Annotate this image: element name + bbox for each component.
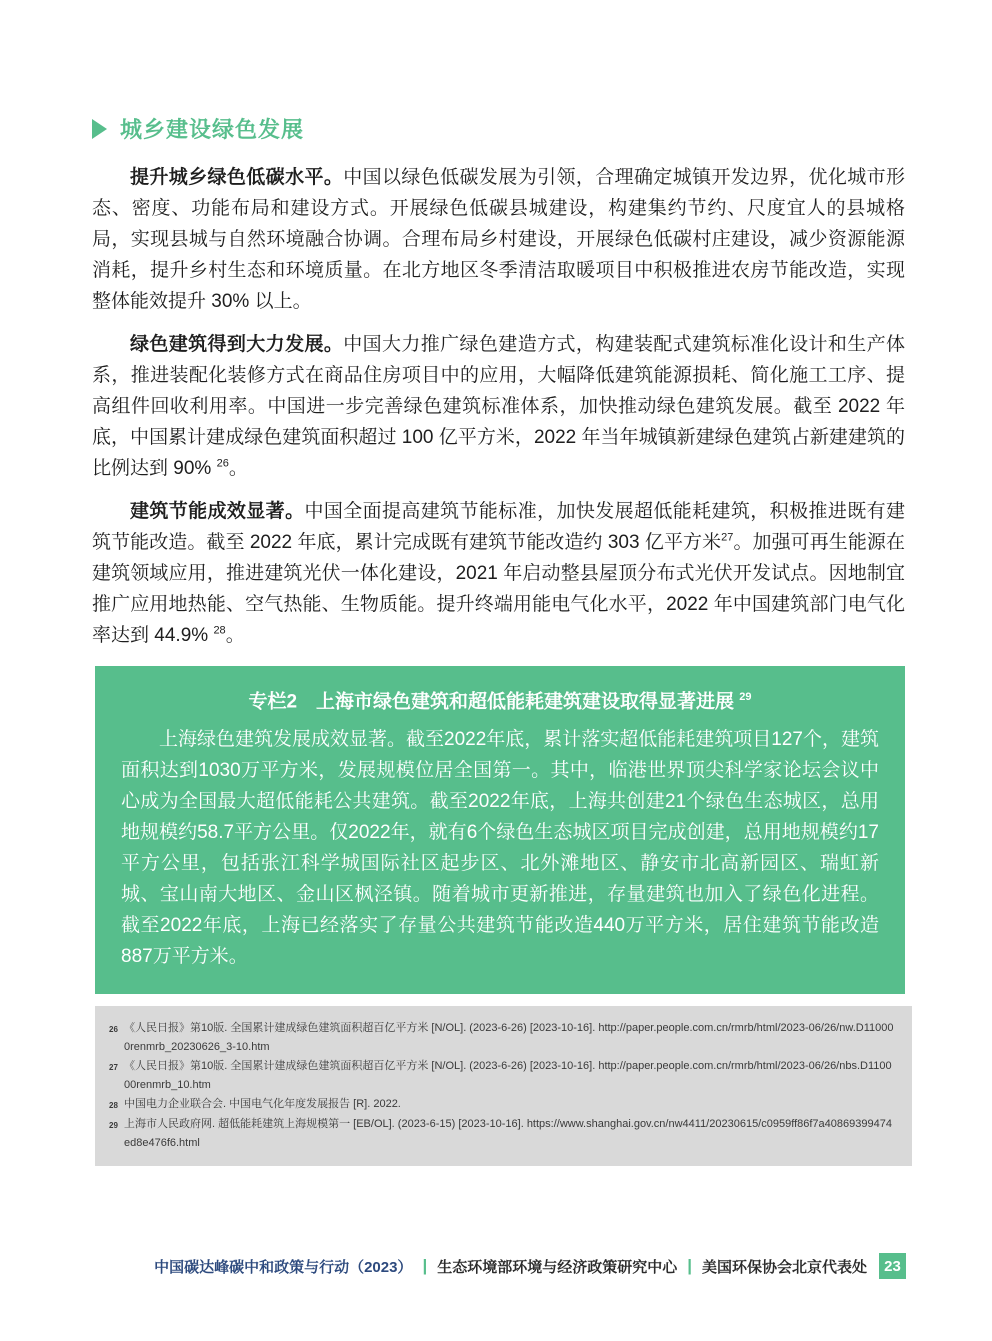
page-footer: [154, 1253, 906, 1279]
footnote-ref-29: 29: [739, 691, 752, 703]
paragraph-3-text-end: 。: [225, 625, 245, 646]
paragraph-3: [92, 496, 905, 651]
footnote-28-number: 28: [109, 1101, 118, 1111]
footnote-ref-28: 28: [213, 624, 226, 637]
footnote-28: [109, 1095, 894, 1115]
paragraph-2-text-end: 。: [228, 458, 248, 479]
triangle-bullet-icon: [92, 119, 107, 139]
footnote-26-text: 《人民日报》第10版. 全国累计建成绿色建筑面积超百亿平方米 [N/OL]. (2023-6-26) [2023-10-16]. http://paper.people.com.cn/rmrb/html/2023-06/26/nw.D110000renmrb_20230626_3-10.htm: [124, 1022, 894, 1054]
paragraph-2-text: 中国大力推广绿色建造方式，构建装配式建筑标准化设计和生产体系，推进装配化装修方式在商品住房项目中的应用，大幅降低建筑能源损耗、简化施工工序、提高组件回收利用率。中国进一步完善绿色建筑标准体系，加快推动绿色建筑发展。截至 2022 年底，中国累计建成绿色建筑面积超过 100 亿平方米，2022 年当年城镇新建绿色建筑占新建建筑的比例达到 90%: [92, 334, 905, 479]
paragraph-1-lead: 提升城乡绿色低碳水平。: [130, 167, 344, 188]
callout-title-text: 专栏2 上海市绿色建筑和超低能耗建筑建设取得显著进展: [248, 691, 740, 713]
paragraph-2-lead: 绿色建筑得到大力发展。: [130, 334, 344, 355]
paragraph-1-text: 中国以绿色低碳发展为引领，合理确定城镇开发边界，优化城市形态、密度、功能布局和建设方式。开展绿色低碳县城建设，构建集约节约、尺度宜人的县城格局，实现县城与自然环境融合协调。合理布局乡村建设，开展绿色低碳村庄建设，减少资源能源消耗，提升乡村生态和环境质量。在北方地区冬季清洁取暖项目中积极推进农房节能改造，实现整体能效提升 30% 以上。: [92, 167, 905, 312]
footnote-27-text: 《人民日报》第10版. 全国累计建成绿色建筑面积超百亿平方米 [N/OL]. (2023-6-26) [2023-10-16]. http://paper.people.com.cn/rmrb/html/2023-06/26/nbs.D110000renmrb_10.htm: [124, 1060, 892, 1092]
footnote-27-number: 27: [109, 1063, 118, 1073]
document-page: [0, 113, 992, 1341]
page-number-badge: 23: [879, 1253, 906, 1279]
callout-box-column2: [95, 666, 905, 994]
footer-separator-1: |: [422, 1256, 428, 1275]
footnote-28-text: 中国电力企业联合会. 中国电气化年度发展报告 [R]. 2022.: [124, 1098, 401, 1111]
footnote-29-number: 29: [109, 1121, 118, 1131]
section-title: 城乡建设绿色发展: [120, 117, 305, 142]
footnote-26-number: 26: [109, 1025, 118, 1035]
callout-body: 上海绿色建筑发展成效显著。截至2022年底，累计落实超低能耗建筑项目127个，建筑面积达到1030万平方米，发展规模位居全国第一。其中，临港世界顶尖科学家论坛会议中心成为全国最大超低能耗公共建筑。截至2022年底，上海共创建21个绿色生态城区，总用地规模约58.7平方公里。仅2022年，就有6个绿色生态城区项目完成创建，总用地规模约17平方公里，包括张江科学城国际社区起步区、北外滩地区、静安市北高新园区、瑞虹新城、宝山南大地区、金山区枫泾镇。随着城市更新推进，存量建筑也加入了绿色化进程。截至2022年底，上海已经落实了存量公共建筑节能改造440万平方米，居住建筑节能改造887万平方米。: [121, 729, 879, 968]
footnote-26: [109, 1019, 894, 1057]
paragraph-3-lead: 建筑节能成效显著。: [130, 501, 305, 522]
footer-report-title: 中国碳达峰碳中和政策与行动（2023）: [154, 1258, 413, 1276]
paragraph-3-text: 中国全面提高建筑节能标准，加快发展超低能耗建筑，积极推进既有建筑节能改造。截至 2022 年底，累计完成既有建筑节能改造约 303 亿平方米: [92, 501, 905, 553]
footnotes-box: [95, 1006, 912, 1166]
body-copy: [92, 162, 905, 651]
footer-separator-2: |: [687, 1256, 692, 1275]
footnote-ref-26: 26: [216, 457, 229, 470]
footnote-27: [109, 1057, 894, 1095]
paragraph-1: [92, 162, 905, 317]
section-heading: [92, 113, 904, 144]
callout-title: [121, 683, 879, 716]
footer-org-1: 生态环境部环境与经济政策研究中心: [437, 1258, 678, 1276]
footer-org-2: 美国环保协会北京代表处: [701, 1258, 867, 1276]
footnote-29: [109, 1115, 894, 1153]
footnote-ref-27: 27: [721, 531, 734, 544]
footnote-29-text: 上海市人民政府网. 超低能耗建筑上海规模第一 [EB/OL]. (2023-6-15) [2023-10-16]. https://www.shanghai.gov.cn/nw4411/20230615/c0959ff86f7a40869399474ed8e476f6.html: [124, 1118, 892, 1150]
paragraph-2: [92, 329, 905, 484]
paragraph-3-text-mid: 。加强可再生能源在建筑领域应用，推进建筑光伏一体化建设，2021 年启动整县屋顶分布式光伏开发试点。因地制宜推广应用地热能、空气热能、生物质能。提升终端用能电气化水平，2022 年中国建筑部门电气化率达到 44.9%: [92, 532, 905, 646]
